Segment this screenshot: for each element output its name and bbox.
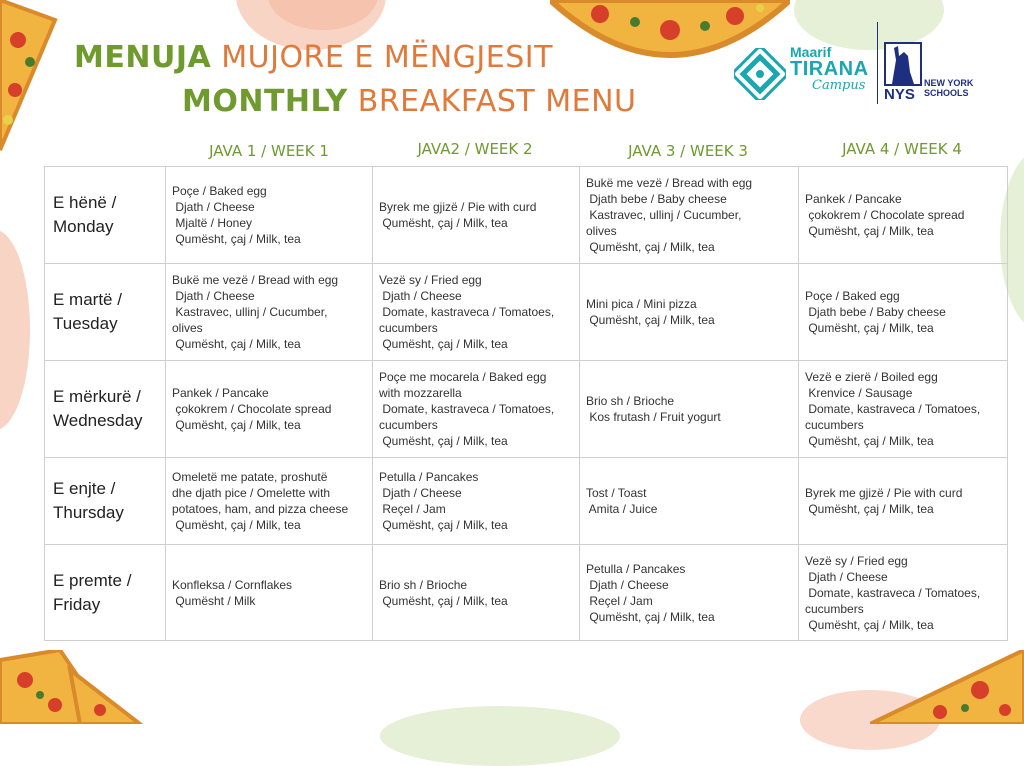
week-header-2: JAVA2 / WEEK 2 [417, 140, 533, 158]
menu-cell [373, 264, 580, 361]
menu-item: Djath bebe / Baby cheese [586, 192, 727, 206]
menu-item: çokokrem / Chocolate spread [172, 402, 332, 416]
menu-item: Brio sh / Brioche [379, 577, 468, 592]
day-label-albanian: E premte / [53, 570, 132, 590]
menu-item: Poçe / Baked egg [172, 184, 267, 198]
menu-item: Vezë sy / Fried egg [805, 553, 908, 568]
menu-cell [799, 361, 1008, 458]
pizza-icon-bottom-left [0, 650, 150, 724]
menu-item: Kastravec, ullinj / Cucumber, [172, 305, 328, 319]
title-word-menuja: MENUJA [74, 40, 212, 75]
table-row [45, 458, 1008, 545]
menu-item: Domate, kastraveca / Tomatoes, [805, 585, 981, 600]
menu-item: Qumësht, çaj / Milk, tea [805, 617, 934, 632]
menu-item: olives [586, 224, 617, 238]
menu-item: Djath / Cheese [805, 569, 888, 584]
menu-item: Poçe / Baked egg [805, 289, 900, 303]
day-label-cell [45, 545, 166, 641]
menu-cell [373, 361, 580, 458]
menu-cell [166, 545, 373, 641]
menu-item: Amita / Juice [586, 502, 658, 516]
menu-cell [166, 361, 373, 458]
menu-item: Petulla / Pancakes [379, 470, 479, 484]
title-rest-1: MUJORE E MËNGJESIT [221, 40, 553, 75]
menu-item: Djath / Cheese [586, 577, 669, 592]
green-blob-bottom [380, 706, 620, 766]
menu-cell [799, 167, 1008, 264]
menu-item: Qumësht, çaj / Milk, tea [379, 518, 508, 532]
menu-item: Petulla / Pancakes [586, 561, 686, 576]
menu-cell [166, 167, 373, 264]
menu-cell [580, 167, 799, 264]
menu-item: Djath / Cheese [379, 289, 462, 303]
menu-item: Djath bebe / Baby cheese [805, 305, 946, 319]
nys-text-line2: SCHOOLS [924, 88, 969, 98]
menu-item: cucumbers [379, 321, 438, 335]
menu-item: Qumësht / Milk [172, 593, 256, 608]
menu-item: Tost / Toast [586, 486, 647, 500]
menu-item: olives [172, 321, 203, 335]
day-label-albanian: E enjte / [53, 479, 116, 498]
menu-item: Krenvice / Sausage [805, 386, 913, 400]
menu-item: Poçe me mocarela / Baked egg [379, 370, 547, 384]
pizza-icon-bottom-right [870, 650, 1024, 724]
menu-item: Reçel / Jam [586, 593, 653, 608]
menu-item: Vezë sy / Fried egg [379, 273, 482, 287]
week-header-3: JAVA 3 / WEEK 3 [628, 142, 748, 160]
new-york-schools-logo [884, 42, 984, 106]
maarif-text-line1: Maarif [790, 44, 832, 60]
menu-item: cucumbers [805, 418, 864, 432]
title-rest-2: BREAKFAST MENU [357, 84, 637, 119]
menu-cell [373, 545, 580, 641]
menu-item: Qumësht, çaj / Milk, tea [379, 434, 508, 448]
day-label-cell [45, 361, 166, 458]
menu-item: Bukë me vezë / Bread with egg [586, 176, 753, 190]
menu-item: Omeletë me patate, proshutë [172, 470, 328, 484]
menu-item: Pankek / Pancake [172, 386, 269, 400]
day-label-albanian: E mërkurë / [53, 387, 141, 406]
week-header-1: JAVA 1 / WEEK 1 [209, 142, 329, 160]
menu-item: Qumësht, çaj / Milk, tea [172, 518, 301, 532]
day-label-english: Friday [53, 594, 101, 614]
menu-item: Djath / Cheese [172, 200, 255, 214]
menu-item: cucumbers [805, 601, 864, 616]
menu-item: Byrek me gjizë / Pie with curd [805, 486, 963, 500]
menu-item: cucumbers [379, 418, 438, 432]
menu-item: Domate, kastraveca / Tomatoes, [379, 402, 555, 416]
menu-cell [373, 167, 580, 264]
menu-cell [166, 458, 373, 545]
table-row [45, 264, 1008, 361]
menu-item: Qumësht, çaj / Milk, tea [586, 313, 715, 327]
menu-item: Kos frutash / Fruit yogurt [586, 410, 721, 424]
menu-item: Djath / Cheese [172, 289, 255, 303]
logo-divider [877, 22, 878, 104]
menu-item: Qumësht, çaj / Milk, tea [805, 224, 934, 238]
menu-item: Qumësht, çaj / Milk, tea [379, 593, 508, 608]
menu-item: Qumësht, çaj / Milk, tea [172, 337, 301, 351]
day-label-english: Tuesday [53, 314, 118, 333]
menu-cell [580, 361, 799, 458]
menu-item: Konfleksa / Cornflakes [172, 577, 293, 592]
maarif-text-line2: TIRANA [790, 58, 869, 80]
maarif-text-line3: Campus [812, 78, 866, 93]
table-row [45, 167, 1008, 264]
menu-cell [166, 264, 373, 361]
menu-item: Qumësht, çaj / Milk, tea [586, 240, 715, 254]
menu-cell [580, 458, 799, 545]
menu-item: potatoes, ham, and pizza cheese [172, 502, 349, 516]
menu-cell [580, 264, 799, 361]
day-label-english: Monday [53, 217, 114, 236]
menu-item: Mjaltë / Honey [172, 216, 253, 230]
nys-text-line1: NEW YORK [924, 78, 974, 88]
day-label-english: Thursday [53, 503, 124, 522]
page-title-line-1 [74, 40, 553, 75]
menu-item: Mini pica / Mini pizza [586, 297, 697, 311]
day-label-albanian: E hënë / [53, 193, 117, 212]
menu-item: Qumësht, çaj / Milk, tea [379, 216, 508, 230]
day-label-cell [45, 167, 166, 264]
menu-item: Kastravec, ullinj / Cucumber, [586, 208, 742, 222]
day-label-albanian: E martë / [53, 290, 122, 309]
menu-cell [580, 545, 799, 641]
table-row [45, 545, 1008, 641]
maarif-emblem-icon [734, 48, 786, 100]
menu-item: Brio sh / Brioche [586, 394, 675, 408]
page-title-line-2 [182, 84, 637, 119]
menu-item: Domate, kastraveca / Tomatoes, [805, 402, 981, 416]
peach-blob-left [0, 230, 30, 430]
menu-item: Qumësht, çaj / Milk, tea [805, 434, 934, 448]
day-label-cell [45, 264, 166, 361]
day-label-english: Wednesday [53, 411, 143, 430]
menu-item: çokokrem / Chocolate spread [805, 208, 965, 222]
menu-item: Djath / Cheese [379, 486, 462, 500]
menu-item: Qumësht, çaj / Milk, tea [172, 232, 301, 246]
menu-cell [799, 545, 1008, 641]
menu-cell [799, 264, 1008, 361]
breakfast-menu-table [44, 166, 1008, 641]
menu-item: Domate, kastraveca / Tomatoes, [379, 305, 555, 319]
table-row [45, 361, 1008, 458]
title-word-monthly: MONTHLY [182, 84, 348, 119]
nys-abbr: NYS [884, 86, 915, 103]
menu-item: Bukë me vezë / Bread with egg [172, 273, 339, 287]
menu-item: dhe djath pice / Omelette with [172, 486, 331, 500]
menu-item: Qumësht, çaj / Milk, tea [379, 337, 508, 351]
maarif-tirana-logo [734, 44, 874, 104]
pizza-slice-icon-top-left [0, 0, 60, 160]
menu-item: Qumësht, çaj / Milk, tea [805, 321, 934, 335]
menu-item: Qumësht, çaj / Milk, tea [172, 418, 301, 432]
menu-item: Pankek / Pancake [805, 192, 902, 206]
menu-cell [373, 458, 580, 545]
menu-item: Qumësht, çaj / Milk, tea [586, 609, 715, 624]
menu-cell [799, 458, 1008, 545]
menu-item: Byrek me gjizë / Pie with curd [379, 200, 537, 214]
statue-of-liberty-icon [884, 42, 922, 86]
menu-item: with mozzarella [379, 386, 462, 400]
week-header-4: JAVA 4 / WEEK 4 [842, 140, 962, 158]
menu-item: Vezë e zierë / Boiled egg [805, 370, 938, 384]
menu-item: Reçel / Jam [379, 502, 446, 516]
day-label-cell [45, 458, 166, 545]
menu-item: Qumësht, çaj / Milk, tea [805, 502, 934, 516]
